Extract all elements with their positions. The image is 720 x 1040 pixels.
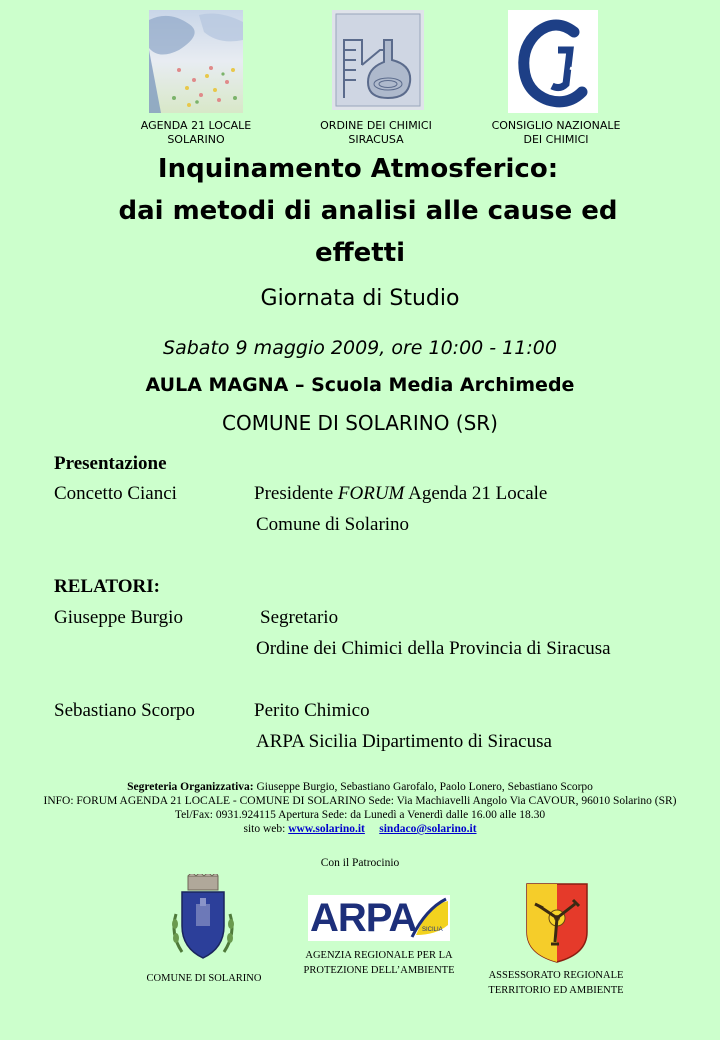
presenter-role-pre: Presidente	[254, 483, 338, 504]
speaker1-org: Ordine dei Chimici della Provincia di Siracusa	[256, 638, 611, 659]
event-comune: COMUNE DI SOLARINO (SR)	[222, 411, 498, 435]
ordine-chimici-label-line2: SIRACUSA	[348, 133, 404, 146]
comune-solarino-crest	[168, 874, 238, 966]
consiglio-label-line1: CONSIGLIO NAZIONALE	[491, 119, 621, 132]
arpa-sub: SICILIA	[422, 927, 443, 933]
agenda21-label	[120, 119, 272, 147]
presenter-org: Comune di Solarino	[256, 514, 410, 535]
consiglio-nazionale-label	[474, 119, 638, 147]
regione-label-line2: TERRITORIO ED AMBIENTE	[488, 985, 624, 996]
title-line1: Inquinamento Atmosferico:	[157, 154, 559, 184]
arpa-wordmark: ARPA	[310, 896, 417, 940]
arpa-label-line2: PROTEZIONE DELL’AMBIENTE	[303, 965, 455, 976]
presenter-role	[254, 483, 547, 505]
site-label: sito web:	[243, 823, 289, 835]
speaker2-role: Perito Chimico	[254, 700, 370, 721]
relatori-heading: RELATORI:	[54, 576, 160, 597]
arpa-logo	[308, 895, 450, 941]
agenda21-logo	[149, 10, 243, 113]
presenter-role-forum: FORUM	[337, 483, 405, 504]
segreteria-label: Segreteria Organizzativa:	[127, 781, 254, 793]
email-link[interactable]: sindaco@solarino.it	[379, 823, 477, 835]
segreteria-names: Giuseppe Burgio, Sebastiano Garofalo, Paolo Lonero, Sebastiano Scorpo	[253, 781, 593, 793]
info-line: INFO: FORUM AGENDA 21 LOCALE - COMUNE DI SOLARINO Sede: Via Machiavelli Angolo Via CAVOUR, 96010 Solarino (SR)	[43, 795, 677, 807]
arpa-swoosh-icon	[308, 895, 450, 941]
arpa-label	[290, 948, 468, 978]
arpa-label-line1: AGENZIA REGIONALE PER LA	[305, 950, 453, 961]
regione-label	[476, 968, 636, 998]
presenter-name: Concetto Cianci	[54, 483, 177, 504]
arpa-logo-box	[308, 895, 450, 941]
event-date: Sabato 9 maggio 2009, ore 10:00 - 11:00	[163, 337, 557, 359]
regione-label-line1: ASSESSORATO REGIONALE	[488, 970, 624, 981]
site-link[interactable]: www.solarino.it	[288, 823, 365, 835]
event-subtitle: Giornata di Studio	[260, 286, 460, 311]
speaker2-name: Sebastiano Scorpo	[54, 700, 195, 721]
consiglio-label-line2: DEI CHIMICI	[523, 133, 589, 146]
comune-solarino-label: COMUNE DI SOLARINO	[146, 973, 262, 984]
patrocinio-label: Con il Patrocinio	[320, 857, 400, 869]
ordine-chimici-label-line1: ORDINE DEI CHIMICI	[320, 119, 432, 132]
segreteria-line	[0, 781, 720, 793]
regione-sicilia-crest	[525, 882, 589, 964]
site-line	[0, 823, 720, 835]
tel-line: Tel/Fax: 0931.924115 Apertura Sede: da Lunedì a Venerdì dalle 16.00 alle 18.30	[174, 809, 546, 821]
ordine-chimici-logo	[332, 10, 424, 110]
speaker1-name: Giuseppe Burgio	[54, 607, 183, 628]
presentazione-heading: Presentazione	[54, 453, 167, 474]
speaker1-role: Segretario	[260, 607, 339, 628]
speaker2-org: ARPA Sicilia Dipartimento di Siracusa	[256, 731, 552, 752]
agenda21-label-line1: AGENDA 21 LOCALE	[140, 119, 252, 132]
title-line2: dai metodi di analisi alle cause ed	[118, 196, 618, 226]
agenda21-label-line2: SOLARINO	[167, 133, 225, 146]
title-line3: effetti	[314, 238, 406, 268]
presenter-role-post: Agenda 21 Locale	[404, 483, 548, 504]
consiglio-nazionale-logo	[508, 10, 598, 113]
event-venue: AULA MAGNA – Scuola Media Archimede	[145, 374, 575, 396]
ordine-chimici-label	[300, 119, 452, 147]
